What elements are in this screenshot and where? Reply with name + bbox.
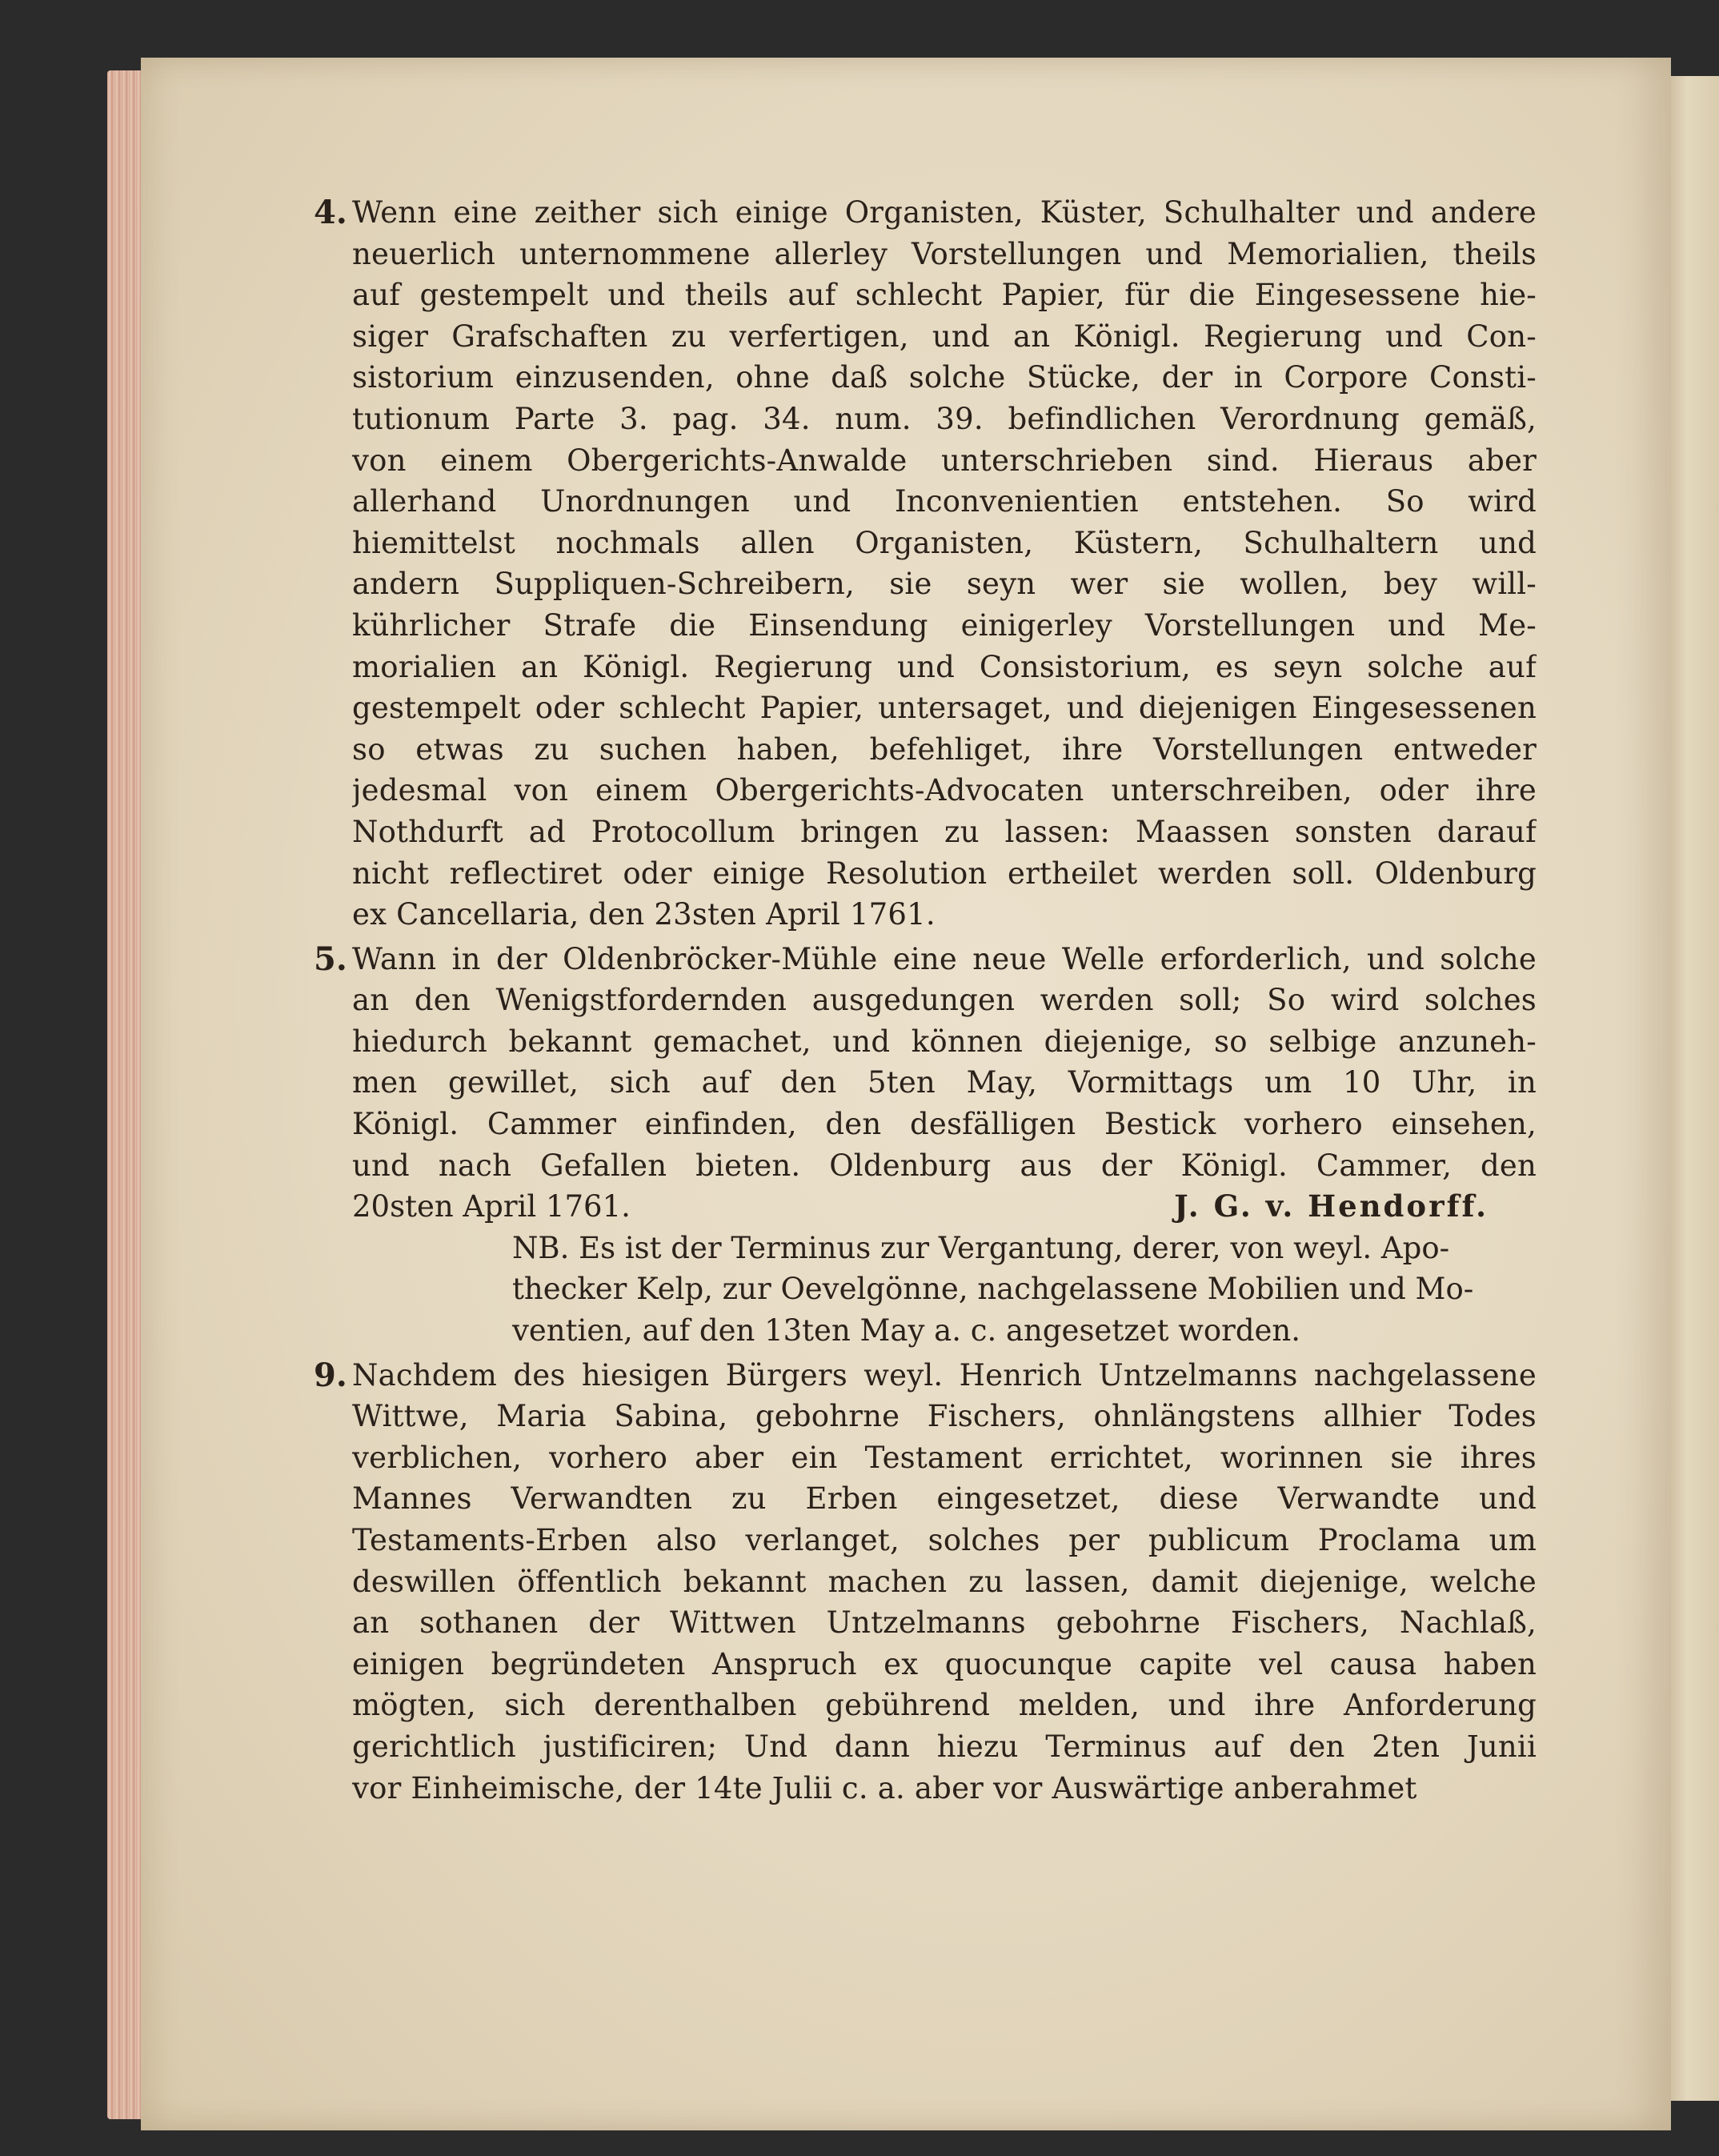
text-line: hiedurch bekannt gemachet, und können diejenige, so selbige anzuneh- [352,1024,1537,1059]
text-line: an sothanen der Wittwen Untzelmanns gebohrne Fischers, Nachlaß, [352,1605,1537,1641]
text-line: Wenn eine zeither sich einige Organisten, Küster, Schulhalter und andere [352,195,1537,230]
nb-line: thecker Kelp, zur Oevelgönne, nachgelassene Mobilien und Mo- [512,1272,1474,1307]
entry-5 [314,939,1537,1352]
entry-text [352,939,1537,1187]
text-line: von einem Obergerichts-Anwalde unterschrieben sind. Hieraus aber [352,443,1537,478]
text-line: jedesmal von einem Obergerichts-Advocaten unterschreiben, oder ihre [352,773,1537,808]
text-line: neuerlich unternommene allerley Vorstellungen und Memorialien, theils [352,236,1537,271]
text-line: sistorium einzusenden, ohne daß solche Stücke, der in Corpore Consti- [352,360,1537,395]
nb-line: NB. Es ist der Terminus zur Vergantung, derer, von weyl. Apo- [512,1230,1450,1265]
text-line: men gewillet, sich auf den 5ten May, Vormittags um 10 Uhr, in [352,1065,1537,1100]
text-line: Königl. Cammer einfinden, den desfälligen Bestick vorhero einsehen, [352,1107,1537,1142]
document-body [314,192,1537,1812]
text-line: auf gestempelt und theils auf schlecht Papier, für die Eingesessene hie- [352,278,1537,313]
paragraph [352,1355,1537,1809]
text-line: Nothdurft ad Protocollum bringen zu lassen: Maassen sonsten darauf [352,814,1537,849]
signature: J. G. v. Hendorff. [1174,1188,1489,1224]
text-line: vor Einheimische, der 14te Julii c. a. aber vor Auswärtige anberahmet [352,1770,1417,1805]
text-line: an den Wenigstfordernden ausgedungen werden soll; So wird solches [352,983,1537,1018]
text-line: Nachdem des hiesigen Bürgers weyl. Henrich Untzelmanns nachgelassene [352,1357,1537,1393]
date-line: 20sten April 1761. [352,1189,631,1224]
text-line: und nach Gefallen bieten. Oldenburg aus der Königl. Cammer, den [352,1148,1537,1183]
date-signature-row [352,1186,1537,1228]
text-line: Wittwe, Maria Sabina, gebohrne Fischers, ohnlängstens allhier Todes [352,1399,1537,1434]
entry-number: 4. [314,194,347,231]
entry-4 [314,192,1537,936]
text-line: Mannes Verwandten zu Erben eingesetzet, diese Verwandte und [352,1481,1537,1517]
facing-page-edge [1666,76,1719,2101]
entry-9 [314,1355,1537,1809]
text-line: morialien an Königl. Regierung und Consistorium, es seyn solche auf [352,649,1537,684]
text-line: andern Suppliquen-Schreibern, sie seyn wer sie wollen, bey will- [352,567,1537,602]
text-line: deswillen öffentlich bekannt machen zu lassen, damit diejenige, welche [352,1564,1537,1599]
text-line: so etwas zu suchen haben, befehliget, ihre Vorstellungen entweder [352,731,1537,767]
text-line: tutionum Parte 3. pag. 34. num. 39. befindlichen Verordnung gemäß, [352,401,1537,436]
entry-text [352,1355,1537,1809]
nb-line: ventien, auf den 13ten May a. c. angesetzet worden. [512,1313,1301,1349]
nota-bene [512,1228,1537,1352]
text-line: kührlicher Strafe die Einsendung einigerley Vorstellungen und Me- [352,607,1537,643]
text-line: verblichen, vorhero aber ein Testament errichtet, worinnen sie ihres [352,1440,1537,1475]
entry-number: 9. [314,1356,347,1394]
text-line: gestempelt oder schlecht Papier, untersaget, und diejenigen Eingesessenen [352,691,1537,726]
paragraph [352,192,1537,936]
text-line: Wann in der Oldenbröcker-Mühle eine neue Welle erforderlich, und solche [352,941,1537,976]
text-line: Testaments-Erben also verlanget, solches per publicum Proclama um [352,1523,1537,1557]
entry-text [352,192,1537,936]
text-line: hiemittelst nochmals allen Organisten, Küstern, Schulhaltern und [352,525,1537,560]
text-line: gerichtlich justificiren; Und dann hiezu Terminus auf den 2ten Junii [352,1729,1537,1764]
text-line: nicht reflectiret oder einige Resolution ertheilet werden soll. Oldenburg [352,856,1537,891]
text-line: siger Grafschaften zu verfertigen, und an Königl. Regierung und Con- [352,319,1537,354]
text-line: mögten, sich derenthalben gebührend melden, und ihre Anforderung [352,1688,1537,1723]
paragraph [352,939,1537,1187]
entry-number: 5. [314,940,347,978]
text-line: einigen begründeten Anspruch ex quocunque capite vel causa haben [352,1646,1537,1681]
text-line: allerhand Unordnungen und Inconvenientien entstehen. So wird [352,484,1537,519]
text-line: ex Cancellaria, den 23sten April 1761. [352,897,936,932]
